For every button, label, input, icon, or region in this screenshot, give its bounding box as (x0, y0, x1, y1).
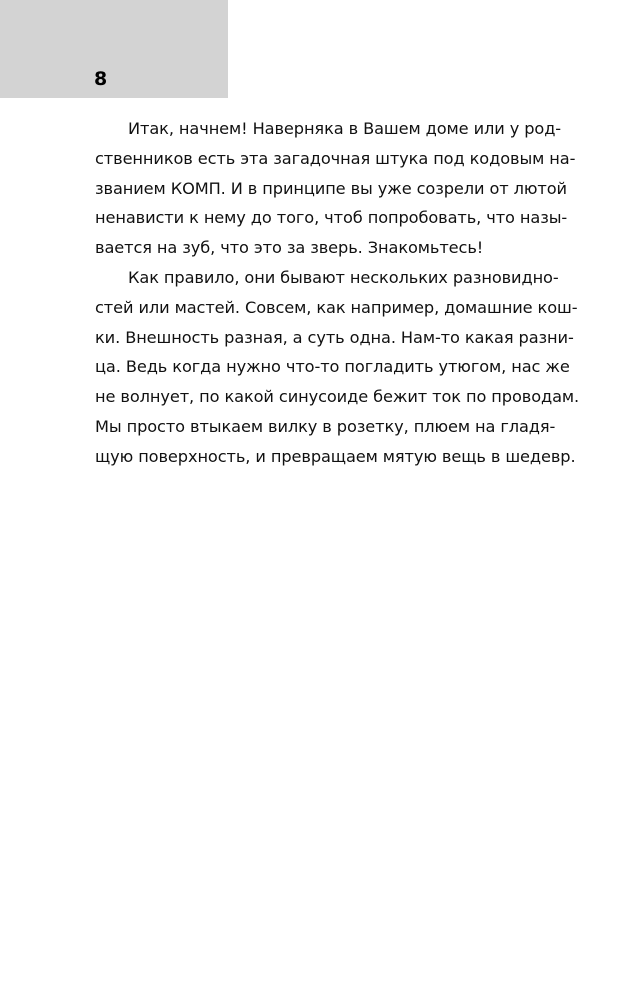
text-line: вается на зуб, что это за зверь. Знакомьтесь! (95, 238, 484, 258)
paragraph (95, 263, 580, 472)
text-line: ки. Внешность разная, а суть одна. Нам-то какая разни- (95, 327, 574, 347)
text-line: званием КОМП. И в принципе вы уже созрели от лютой (95, 178, 567, 198)
text-line: Итак, начнем! Наверняка в Вашем доме или у род- (128, 119, 562, 138)
text-line: ненависти к нему до того, чтоб попробовать, что назы- (95, 208, 568, 228)
text-line: ца. Ведь когда нужно что-то погладить утюгом, нас же (95, 357, 570, 377)
text-line: Мы просто втыкаем вилку в розетку, плюем на гладя- (95, 416, 556, 436)
text-line: не волнует, по какой синусоиде бежит ток по проводам. (95, 387, 580, 407)
paragraph (95, 114, 576, 263)
body-text (95, 114, 580, 472)
page-number: 8 (94, 68, 108, 90)
text-line: ственников есть эта загадочная штука под кодовым на- (95, 148, 576, 168)
text-line: стей или мастей. Совсем, как например, домашние кош- (95, 297, 578, 317)
text-line: щую поверхность, и превращаем мятую вещь в шедевр. (95, 446, 576, 466)
page-number-tab (0, 0, 228, 98)
text-line: Как правило, они бывают нескольких разновидно- (128, 267, 559, 287)
